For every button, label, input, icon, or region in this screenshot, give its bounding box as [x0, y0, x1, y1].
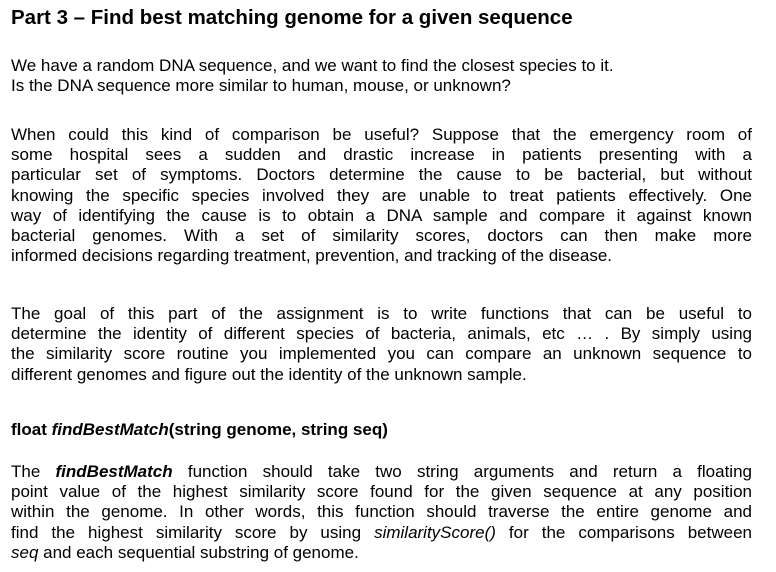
- intro-line: We have a random DNA sequence, and we want to find the closest species to it.: [11, 56, 614, 75]
- intro-line: Is the DNA sequence more similar to human, mouse, or unknown?: [11, 76, 511, 96]
- text-run: The: [11, 462, 56, 481]
- description-paragraph: [11, 462, 752, 563]
- paragraph-line: way of identifying the cause is to obtain a DNA sample and compare it against known: [11, 205, 752, 225]
- paragraph-line: knowing the specific species involved they are unable to treat patients effectively. One: [11, 185, 752, 205]
- text-run: and each sequential substring of genome.: [38, 542, 359, 562]
- paragraph-line: bacterial genomes. With a set of similarity scores, doctors can then make more: [11, 226, 752, 246]
- paragraph-line: [11, 543, 752, 563]
- paragraph-line: particular set of symptoms. Doctors determine the cause to be bacterial, but without: [11, 165, 752, 185]
- intro-paragraph: [11, 56, 752, 96]
- function-name-emphasis: findBestMatch: [55, 462, 173, 481]
- paragraph-line: different genomes and figure out the identity of the unknown sample.: [11, 364, 527, 384]
- paragraph-line: point value of the highest similarity score found for the given sequence at any position: [11, 482, 752, 502]
- goal-paragraph: [11, 304, 752, 385]
- return-type: float: [11, 420, 47, 439]
- function-params: (string genome, string seq): [168, 420, 388, 439]
- text-run: function should take two string arguments and return a floating: [172, 462, 752, 481]
- motivation-paragraph: [11, 125, 752, 266]
- paragraph-line: some hospital sees a sudden and drastic increase in patients presenting with a: [11, 145, 752, 165]
- text-run: find the highest similarity score by using: [11, 522, 375, 542]
- text-run: for the comparisons between: [495, 522, 752, 542]
- paragraph-line: within the genome. In other words, this function should traverse the entire genome and: [11, 502, 752, 522]
- paragraph-line: [11, 462, 752, 482]
- similarity-score-call: similarityScore(): [374, 522, 496, 542]
- paragraph-line: When could this kind of comparison be useful? Suppose that the emergency room of: [11, 125, 752, 144]
- function-signature: [11, 420, 388, 440]
- paragraph-line: determine the identity of different species of bacteria, animals, etc … . By simply using: [11, 324, 752, 344]
- function-name: findBestMatch: [51, 420, 169, 439]
- paragraph-line: [11, 523, 752, 543]
- seq-variable: seq: [11, 542, 39, 562]
- paragraph-line: The goal of this part of the assignment is to write functions that can be useful to: [11, 304, 752, 323]
- paragraph-line: informed decisions regarding treatment, prevention, and tracking of the disease.: [11, 246, 613, 266]
- paragraph-line: the similarity score routine you implemented you can compare an unknown sequence to: [11, 344, 752, 364]
- section-heading: Part 3 – Find best matching genome for a given sequence: [11, 6, 573, 29]
